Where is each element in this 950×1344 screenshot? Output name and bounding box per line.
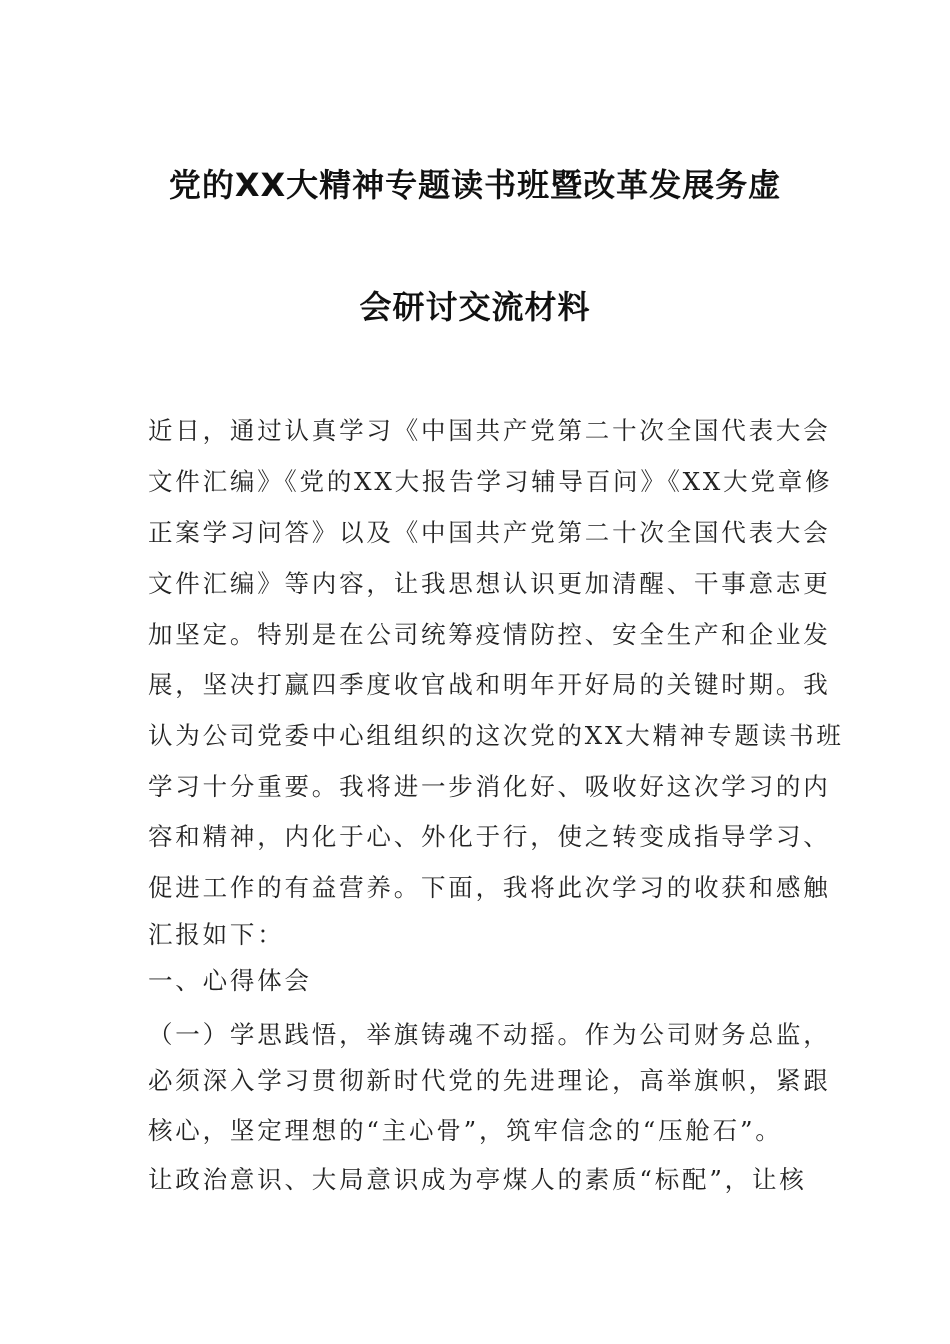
body-line: 展，坚决打赢四季度收官战和明年开好局的关键时期。我 xyxy=(148,670,831,699)
body-line: 学习十分重要。我将进一步消化好、吸收好这次学习的内 xyxy=(148,772,831,801)
section-heading: 一、心得体会 xyxy=(148,966,312,995)
body-line: 核心，坚定理想的“主心骨”，筑牢信念的“压舱石”。 xyxy=(148,1116,783,1145)
document-title-line-1: 党的XX大精神专题读书班暨改革发展务虚 xyxy=(168,166,782,204)
body-line: 认为公司党委中心组组织的这次党的XX大精神专题读书班 xyxy=(148,721,844,750)
body-line: 汇报如下： xyxy=(148,920,285,949)
body-line: 促进工作的有益营养。下面，我将此次学习的收获和感触 xyxy=(148,873,831,902)
body-line: 让政治意识、大局意识成为亭煤人的素质“标配”，让核 xyxy=(148,1165,807,1194)
body-line: 文件汇编》等内容，让我思想认识更加清醒、干事意志更 xyxy=(148,569,831,598)
body-line: （一）学思践悟，举旗铸魂不动摇。作为公司财务总监， xyxy=(148,1020,831,1049)
body-line: 必须深入学习贯彻新时代党的先进理论，高举旗帜，紧跟 xyxy=(148,1066,831,1095)
body-line: 加坚定。特别是在公司统筹疫情防控、安全生产和企业发 xyxy=(148,620,831,649)
body-line: 容和精神，内化于心、外化于行，使之转变成指导学习、 xyxy=(148,822,831,851)
body-line: 正案学习问答》以及《中国共产党第二十次全国代表大会 xyxy=(148,518,831,547)
body-line: 近日，通过认真学习《中国共产党第二十次全国代表大会 xyxy=(148,416,831,445)
document-title-line-2: 会研讨交流材料 xyxy=(359,288,591,326)
body-line: 文件汇编》《党的XX大报告学习辅导百问》《XX大党章修 xyxy=(148,467,833,496)
